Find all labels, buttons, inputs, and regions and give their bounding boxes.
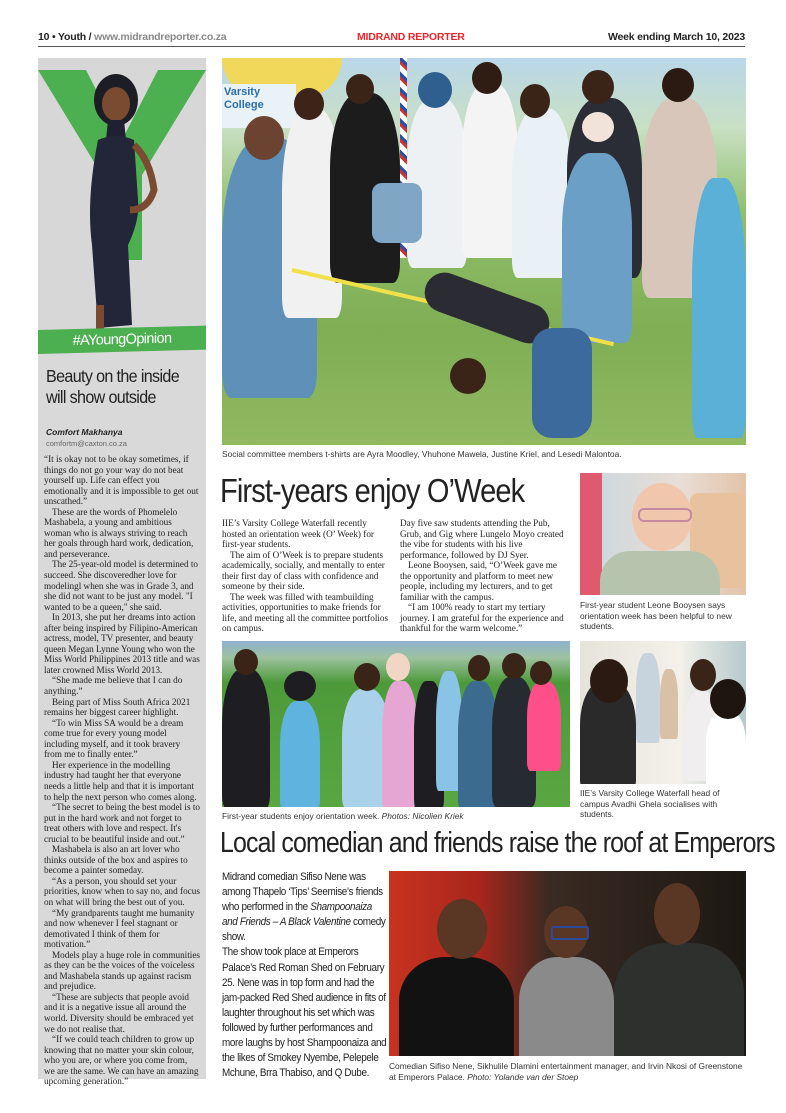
paragraph: Her experience in the modelling industry had taught her that everyone needs a little help and that it is important to help the next person who comes along. <box>44 759 197 802</box>
paragraph: Being part of Miss South Africa 2021 remains her biggest career highlight. <box>44 696 191 718</box>
paragraph: IIE’s Varsity College Waterfall recently hosted an orientation week (O’ Week) for first-year students. <box>222 518 374 550</box>
paragraph: Day five saw students attending the Pub, Grub, and Gig where Lungelo Moyo created the vibe for students with his live performance, followed by DJ Syer. <box>400 518 564 560</box>
opinion-hero-image <box>38 58 206 330</box>
avadhi-caption: IIE’s Varsity College Waterfall head of campus Avadhi Ghela socialises with students. <box>580 788 720 819</box>
oweek-column-2 <box>400 518 570 634</box>
group-students-photo <box>222 641 570 807</box>
comedians-photo <box>389 871 746 1056</box>
comedy-headline: Local comedian and friends raise the roof at Emperors <box>220 827 775 859</box>
paragraph: Models play a huge role in communities as they can be the voices of the voiceless and Mashabela stands up against racism and prejudice. <box>44 949 200 992</box>
show-name: Shampoonaiza and Friends – A Black Valentine <box>222 901 372 929</box>
opinion-title: Beauty on the inside will show outside <box>46 366 180 407</box>
paragraph: In 2013, she put her dreams into action after being inspired by Filipino-American actress, model, TV presenter, and beauty queen Megan Lynne Young who won the Miss World Philippines 2013 title and was later crowned Miss World 2013. <box>44 612 200 675</box>
paragraph: Leone Booysen, said, “O’Week gave me the opportunity and platform to meet new people, including my lecturers, and to get familiar with the campus. <box>400 560 558 602</box>
oweek-headline: First-years enjoy O’Week <box>220 472 525 509</box>
opinion-tag-banner: #AYoungOpinion <box>38 326 206 354</box>
website-url[interactable]: www.midrandreporter.co.za <box>94 31 227 43</box>
paragraph: “The secret to being the best model is to put in the hard work and not forget to treat others with love and respect. It's crucial to be beautiful inside and out.” <box>44 802 200 844</box>
paragraph: “I am 100% ready to start my tertiary journey. I am grateful for the experience and thankful for the warm welcome.” <box>400 602 564 634</box>
avadhi-ghela-photo <box>580 641 746 784</box>
main-photo-caption: Social committee members t-shirts are Ayra Moodley, Vhuhone Mawela, Justine Kriel, and Lesedi Malontoa. <box>222 449 622 459</box>
issue-date: Week ending March 10, 2023 <box>607 31 745 43</box>
paragraph: Midrand comedian Sifiso Nene was among Thapelo ‘Tips’ Seemise’s friends who performed in the Shampoonaiza and Friends – A Black Valentine comedy show. <box>222 871 386 944</box>
paragraph: “These are subjects that people avoid and it is a negative issue all around the world. Diversity should be embraced yet we do not realise that. <box>44 991 194 1034</box>
paragraph: “As a person, you should set your priorities, know when to say no, and focus on what will bring the best out of you. <box>44 875 200 907</box>
author-email[interactable]: comfortm@caxton.co.za <box>46 439 127 448</box>
leone-caption: First-year student Leone Booysen says orientation week has been helpful to new students. <box>580 600 732 631</box>
tent-sign: Varsity College <box>222 84 296 128</box>
group-caption: First-year students enjoy orientation week. Photos: Nicolien Kriek <box>222 811 464 821</box>
photo-credit: Photo: Yolande van der Stoep <box>467 1071 579 1082</box>
oweek-column-1 <box>222 518 392 634</box>
limbo-photo <box>222 58 746 445</box>
section-label: 10 • Youth / www.midrandreporter.co.za <box>38 31 227 43</box>
paragraph: “My grandparents taught me humanity and now whenever I feel stagnant or demotivated I think of them for motivation.” <box>44 907 195 950</box>
paragraph: These are the words of Phomelelo Mashabela, a young and ambitious woman who is always striving to reach her goals through hard work, dedication, and perseverance. <box>44 506 194 559</box>
publication-name: MIDRAND REPORTER <box>357 31 465 43</box>
paragraph: “It is okay not to be okay sometimes, if things do not go your way do not beat yourself up. Life can effect you emotionally and it is impossible to get out unscathed.” <box>44 454 199 507</box>
paragraph: “To win Miss SA would be a dream come true for every young model including myself, and it took bravery from me to finally enter.” <box>44 717 184 760</box>
photo-credit: Photos: Nicolien Kriek <box>381 811 464 821</box>
leone-booysen-photo <box>580 473 746 595</box>
paragraph: “She made me believe that I can do anything.” <box>44 675 183 697</box>
paragraph: “If we could teach children to grow up knowing that no matter your skin colour, who you are, or where you come from, we are the same. We can have an amazing upcoming generation.” <box>44 1034 199 1087</box>
opinion-body <box>44 454 200 1087</box>
paragraph: The week was filled with teambuilding activities, opportunities to make friends for life, and meeting all the committee portfolios on campus. <box>222 591 389 634</box>
paragraph: The show took place at Emperors Palace’s Red Roman Shed on February 25. Nene was in top form and had the jam-packed Red Shed audience in fits of laughter throughout his set which was followed by further performances and more laughs by host Shampoonaiza and the likes of Smokey Nyembe, Pelepele Mchune, Brra Thabiso, and Q Dube. <box>222 946 387 1080</box>
page-header <box>38 30 745 47</box>
opinion-sidebar <box>38 58 206 1087</box>
paragraph: The aim of O’Week is to prepare students academically, socially, and mentally to enter their first day of class with confidence and someone by their side. <box>222 549 385 592</box>
comedy-photo-caption: Comedian Sifiso Nene, Sikhulile Dlamini entertainment manager, and Irvin Nkosi of Greenstone at Emperors Palace. Photo: Yolande van der Stoep <box>389 1061 743 1082</box>
model-photo <box>68 70 163 330</box>
comedy-body <box>222 870 389 1081</box>
paragraph: The 25-year-old model is determined to succeed. She discoveredher love for modelingl when she was in Grade 3, and she did not want to be just any model. "I wanted to be a queen," she said. <box>44 559 199 612</box>
author-name: Comfort Makhanya <box>46 427 123 437</box>
paragraph: Mashabela is also an art lover who thinks outside of the box and aspires to become a painter someday. <box>44 844 188 876</box>
